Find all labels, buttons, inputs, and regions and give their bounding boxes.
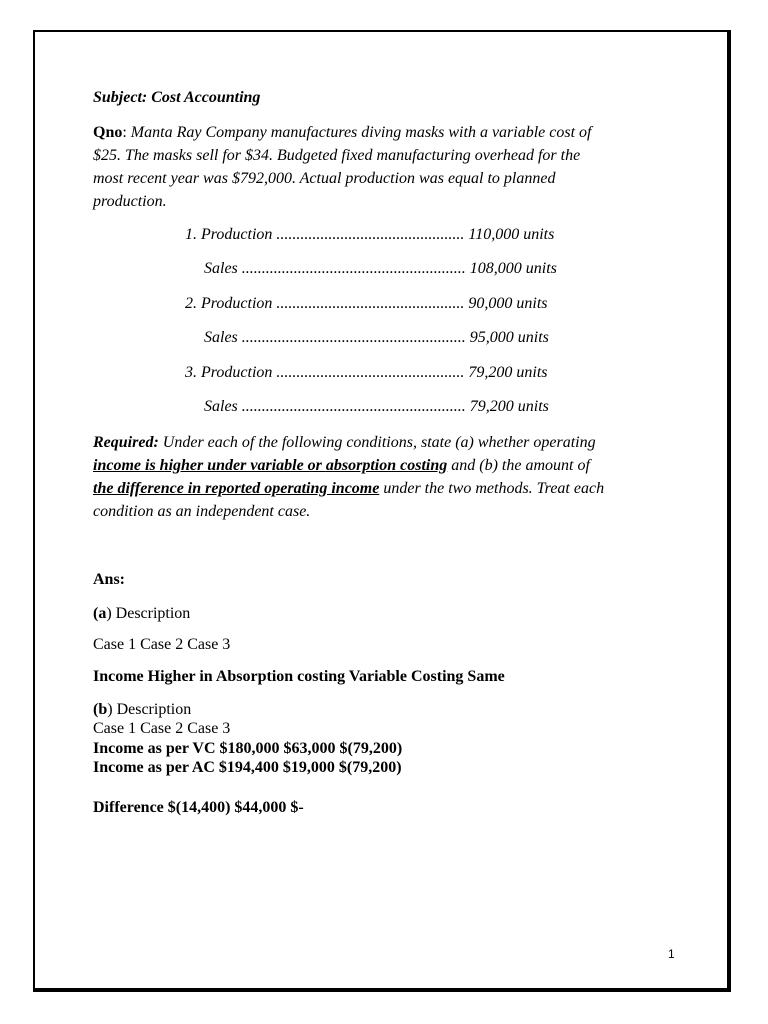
case-3-production: 3. Production ............................................... 79,200 units	[185, 364, 548, 381]
part-b-heading	[93, 700, 191, 720]
required-text-4: condition as an independent case.	[93, 503, 311, 520]
part-b-cases: Case 1 Case 2 Case 3	[93, 720, 231, 737]
subject-heading: Subject: Cost Accounting	[93, 89, 261, 106]
case-2-sales: Sales ........................................................ 95,000 units	[204, 329, 549, 346]
case-2-production: 2. Production ............................................... 90,000 units	[185, 295, 548, 312]
case-1-production: 1. Production ............................................... 110,000 units	[185, 226, 555, 243]
question-paragraph	[93, 121, 693, 213]
question-line-3: most recent year was $792,000. Actual production was equal to planned	[93, 170, 556, 187]
case-1-sales: Sales ........................................................ 108,000 units	[204, 260, 557, 277]
part-a-label: (a	[93, 605, 107, 622]
part-b-label: (b	[93, 701, 108, 718]
answer-label: Ans:	[93, 571, 126, 588]
required-text-2: and (b) the amount of	[447, 457, 590, 474]
question-line-1: Manta Ray Company manufactures diving masks with a variable cost of	[130, 124, 592, 141]
required-underline-2: the difference in reported operating income	[93, 480, 380, 497]
part-b-label-close: ) Description	[107, 701, 192, 718]
part-b-income-vc: Income as per VC $180,000 $63,000 $(79,200)	[93, 740, 403, 757]
question-line-4: production.	[93, 193, 167, 210]
required-underline-1: income is higher under variable or absorption costing	[93, 457, 448, 474]
required-text-1: Under each of the following conditions, state (a) whether operating	[158, 434, 596, 451]
part-b-income-ac: Income as per AC $194,400 $19,000 $(79,200)	[93, 759, 402, 776]
required-paragraph	[93, 431, 693, 523]
part-b-difference: Difference $(14,400) $44,000 $-	[93, 799, 304, 816]
required-label: Required:	[93, 434, 159, 451]
required-text-3: under the two methods. Treat each	[379, 480, 605, 497]
case-3-sales: Sales ........................................................ 79,200 units	[204, 398, 549, 415]
part-a-income-higher: Income Higher in Absorption costing Variable Costing Same	[93, 668, 505, 685]
part-a-cases: Case 1 Case 2 Case 3	[93, 636, 231, 653]
page-number: 1	[668, 947, 675, 961]
question-line-2: $25. The masks sell for $34. Budgeted fixed manufacturing overhead for the	[93, 147, 581, 164]
question-label: Qno	[93, 124, 123, 141]
part-a-label-close: ) Description	[106, 605, 191, 622]
question-separator: :	[122, 124, 131, 141]
part-a-heading	[93, 604, 190, 624]
